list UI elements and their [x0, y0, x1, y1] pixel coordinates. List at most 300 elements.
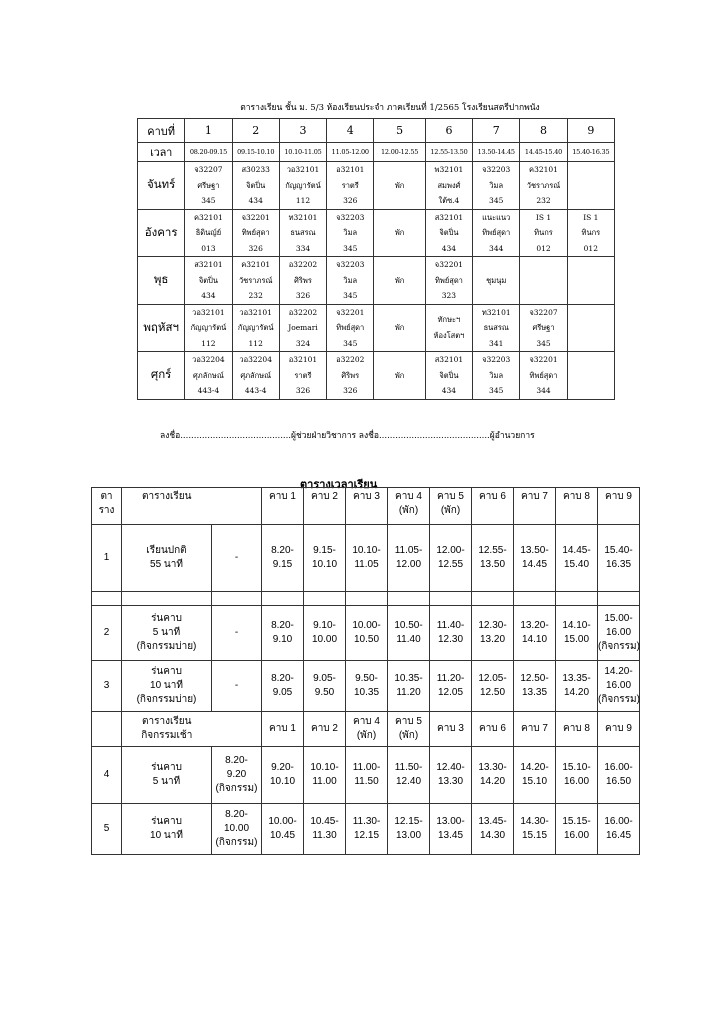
period-header-line: (พัก)	[398, 505, 419, 516]
time-slot-line: 11.00-	[352, 762, 381, 773]
time-slot-line: 14.30	[479, 830, 506, 841]
spacer-row	[92, 592, 640, 606]
class-cell-line: วอ32204	[192, 355, 225, 364]
spacer-cell	[388, 592, 430, 606]
period-header-line: คาบ 3	[437, 723, 464, 734]
row-activity	[212, 606, 262, 661]
period-header	[346, 712, 388, 747]
class-cell-line: 345	[343, 338, 358, 348]
row-label-line: 5 นาที	[152, 627, 181, 638]
time-slot	[262, 661, 304, 712]
class-cell-line: จิตปิ่น	[246, 180, 266, 190]
time-slot-line: 15.40	[563, 559, 590, 570]
time-slot-line: 12.15-	[394, 816, 423, 827]
class-cell-line: Joemari	[288, 323, 318, 332]
class-cell-line: IS 1	[535, 212, 552, 222]
time-slot	[346, 804, 388, 855]
time-slot	[304, 747, 346, 804]
period-header	[262, 712, 304, 747]
time-slot-line: 16.00	[563, 776, 590, 787]
time-slot-line: 12.05	[437, 687, 464, 698]
period-header	[472, 712, 514, 747]
class-cell	[520, 162, 567, 210]
class-cell-line: ราตรี	[294, 370, 312, 380]
period-header	[430, 488, 472, 525]
class-cell	[567, 162, 614, 210]
period-header	[598, 712, 640, 747]
class-cell-line: วอ32101	[192, 307, 225, 317]
spacer-cell	[430, 592, 472, 606]
col-no-header	[92, 712, 122, 747]
class-cell-line: จ32203	[482, 165, 511, 174]
period-number: 7	[473, 119, 520, 143]
row-activity	[212, 661, 262, 712]
class-cell-line: 326	[248, 243, 263, 253]
time-slot	[514, 606, 556, 661]
time-slot	[388, 525, 430, 592]
class-cell-line: วิมล	[489, 370, 504, 380]
class-cell-line: วิมล	[489, 180, 504, 190]
class-cell-line: 232	[248, 291, 263, 300]
time-slot	[472, 804, 514, 855]
time-slot-line: 16.00-	[604, 762, 633, 773]
class-cell	[232, 352, 279, 400]
activity-header	[212, 712, 262, 747]
row-activity-line: 10.00	[223, 823, 250, 834]
class-cell	[279, 162, 326, 210]
time-slot	[346, 661, 388, 712]
class-cell	[185, 209, 232, 257]
row-activity-line: (กิจกรรม)	[215, 837, 258, 848]
timetable-header-row	[92, 488, 640, 525]
time-slot	[598, 525, 640, 592]
row-label	[122, 525, 212, 592]
time-slot-line: 11.40-	[436, 620, 465, 631]
time-slot-line: 15.00	[563, 634, 590, 645]
time-slot-line: 10.45-	[310, 816, 339, 827]
class-cell	[473, 162, 520, 210]
class-cell-line: 324	[295, 338, 311, 348]
time-slot-line: 14.45-	[562, 545, 591, 556]
class-cell-line: 012	[583, 243, 598, 253]
class-cell-line: ทิพย์สุดา	[529, 370, 558, 380]
class-cell-line: 326	[295, 291, 311, 300]
time-slot-line: 10.10	[311, 559, 338, 570]
time-slot-line: 14.30-	[520, 816, 549, 827]
time-slot	[430, 747, 472, 804]
time-slot	[430, 525, 472, 592]
class-cell-line: ทักษะฯ	[437, 315, 461, 325]
period-time: 08.20-09.15	[185, 143, 232, 162]
day-name: พุธ	[138, 257, 185, 305]
class-cell	[567, 304, 614, 352]
day-row	[138, 257, 615, 305]
class-cell-line: ธิดินญ์ย์	[195, 228, 222, 237]
time-slot-line: 14.20	[479, 776, 506, 787]
timetable-row	[92, 525, 640, 592]
time-slot	[304, 804, 346, 855]
class-cell	[520, 304, 567, 352]
col-no-header-line: ตา	[100, 491, 113, 502]
class-cell	[374, 304, 425, 352]
class-cell-line: 434	[441, 243, 457, 253]
class-cell	[425, 162, 472, 210]
time-slot	[556, 804, 598, 855]
period-number: 9	[567, 119, 614, 143]
class-cell-line: อ32101	[336, 165, 365, 174]
class-cell-line: วิมล	[343, 275, 358, 285]
row-label-line: 10 นาที	[150, 680, 183, 691]
row-activity-line: -	[234, 680, 239, 691]
class-cell-line: พัก	[394, 275, 405, 285]
time-slot-line: 14.20	[563, 687, 590, 698]
period-label: คาบที่	[138, 119, 185, 143]
class-cell-line: จิตปิ่น	[439, 370, 459, 380]
time-slot	[304, 661, 346, 712]
class-cell-line: 112	[248, 338, 263, 348]
row-label-line: 55 นาที	[150, 559, 183, 570]
class-cell-line: 326	[343, 196, 358, 205]
class-cell-line: ส30233	[241, 165, 270, 174]
class-cell-line: ห้องโสตฯ	[433, 330, 465, 340]
time-slot-line: 9.15-	[313, 545, 336, 556]
time-slot-line: 11.05-	[394, 545, 423, 556]
class-cell-line: จ32201	[336, 307, 365, 317]
time-slot-line: 10.35-	[394, 673, 423, 684]
class-cell-line: 326	[295, 386, 311, 395]
spacer-cell	[122, 592, 212, 606]
period-header-line: คาบ 1	[269, 491, 296, 502]
class-cell-line	[568, 273, 614, 289]
period-number: 1	[185, 119, 232, 143]
class-cell	[232, 304, 279, 352]
class-cell-line: 323	[441, 291, 457, 300]
period-header	[262, 488, 304, 525]
period-header	[514, 712, 556, 747]
row-number: 2	[92, 606, 122, 661]
spacer-cell	[514, 592, 556, 606]
period-number: 5	[374, 119, 425, 143]
class-cell	[232, 209, 279, 257]
class-cell-line: พัก	[394, 180, 405, 190]
schedule-header-line: กิจกรรมเช้า	[141, 730, 193, 741]
class-cell	[425, 209, 472, 257]
period-header-line: คาบ 2	[311, 723, 338, 734]
class-cell-line: วอ32101	[239, 307, 272, 317]
period-header-line: คาบ 4	[395, 491, 422, 502]
class-cell	[520, 352, 567, 400]
class-cell	[327, 352, 374, 400]
class-cell-line	[568, 320, 614, 336]
time-slot-line: 13.30-	[478, 762, 507, 773]
spacer-cell	[92, 592, 122, 606]
time-slot-line: 10.50	[353, 634, 380, 645]
time-slot-line: 16.50	[605, 776, 632, 787]
class-cell-line: จ32203	[336, 260, 365, 269]
class-cell-line: ศุภลักษณ์	[240, 370, 272, 380]
time-slot	[262, 525, 304, 592]
timetable-header-row-morning	[92, 712, 640, 747]
class-cell-line: ค32101	[241, 260, 271, 269]
period-header-line: คาบ 2	[311, 491, 338, 502]
class-cell-line: 345	[536, 338, 551, 348]
class-cell-line: พัก	[394, 370, 405, 380]
class-cell-line: 345	[489, 196, 504, 205]
class-cell-line: ราตรี	[341, 180, 359, 190]
class-cell-line: วัชราภรณ์	[238, 275, 273, 285]
class-cell	[473, 209, 520, 257]
class-cell-line: จ32207	[529, 307, 558, 317]
row-label-line: ร่นคาบ	[151, 613, 182, 624]
day-name: อังคาร	[138, 209, 185, 257]
class-cell	[425, 257, 472, 305]
class-cell	[425, 352, 472, 400]
row-label	[122, 606, 212, 661]
class-cell-line: ใต้ซ.4	[438, 196, 460, 205]
class-cell	[567, 209, 614, 257]
time-slot-line: 9.10	[272, 634, 293, 645]
time-slot	[430, 661, 472, 712]
time-slot	[514, 661, 556, 712]
class-cell-line: อ32202	[288, 307, 318, 317]
time-slot	[262, 804, 304, 855]
period-header	[304, 488, 346, 525]
time-slot-line: 13.50	[479, 559, 506, 570]
class-cell-line: จ32207	[194, 165, 223, 174]
time-slot	[598, 606, 640, 661]
time-slot-line: 8.20-	[271, 545, 294, 556]
class-cell-line: พัก	[394, 228, 405, 237]
class-cell-line: ศิริพร	[341, 370, 360, 380]
time-slot-line: 10.45	[269, 830, 296, 841]
period-number: 6	[425, 119, 472, 143]
class-cell-line: สมพงศ์	[437, 180, 461, 190]
class-cell-line: 434	[441, 386, 457, 395]
time-slot-line: 9.50	[314, 687, 335, 698]
time-slot-line: 9.50-	[355, 673, 378, 684]
spacer-cell	[472, 592, 514, 606]
class-cell-line: จ32203	[482, 355, 511, 364]
class-cell-line: 434	[201, 291, 216, 300]
time-slot	[430, 804, 472, 855]
period-header-line: คาบ 5	[437, 491, 464, 502]
class-cell-line: วอ32101	[286, 165, 320, 174]
class-cell	[473, 257, 520, 305]
schedule-title: ตารางเรียน ชั้น ม. 5/3 ห้องเรียนประจำ ภาคเรียนที่ 1/2565 โรงเรียนสตรีปากพนัง	[240, 103, 540, 113]
time-slot-line: 16.00-	[604, 816, 633, 827]
class-cell-line: ศุภลักษณ์	[193, 370, 224, 380]
schedule-header	[122, 488, 212, 525]
class-cell-line: ทิพย์สุดา	[434, 275, 463, 285]
time-slot	[514, 747, 556, 804]
time-slot	[514, 525, 556, 592]
time-slot	[262, 606, 304, 661]
class-cell-line: 345	[201, 196, 216, 205]
class-cell	[327, 209, 374, 257]
schedule-header-line: ตารางเรียน	[142, 716, 192, 727]
row-activity	[212, 747, 262, 804]
time-slot-line: 12.30-	[478, 620, 507, 631]
period-time: 15.40-16.35	[567, 143, 614, 162]
row-label-line: ร่นคาบ	[151, 816, 182, 827]
period-header-line: คาบ 4	[353, 716, 380, 727]
time-slot-line: 11.05	[354, 559, 379, 570]
period-header	[388, 488, 430, 525]
class-cell-line: 012	[536, 243, 551, 253]
class-cell	[473, 352, 520, 400]
day-name: พฤหัสฯ	[138, 304, 185, 352]
row-label-line: 5 นาที	[152, 776, 181, 787]
class-cell-line: จ32201	[434, 260, 464, 269]
time-slot	[388, 804, 430, 855]
row-label-line: 10 นาที	[150, 830, 183, 841]
time-slot	[556, 747, 598, 804]
time-slot	[262, 747, 304, 804]
time-slot-line: 10.35	[353, 687, 380, 698]
time-slot-line: 14.10	[521, 634, 548, 645]
timetable-row	[92, 606, 640, 661]
period-number: 2	[232, 119, 279, 143]
time-slot-line: 12.50	[479, 687, 506, 698]
time-slot-line: 13.30	[437, 776, 464, 787]
time-slot-line: 13.20-	[520, 620, 549, 631]
period-time: 09.15-10.10	[232, 143, 279, 162]
row-label	[122, 747, 212, 804]
time-slot-line: 16.45	[605, 830, 632, 841]
class-cell-line: ค32101	[529, 165, 558, 174]
row-label-line: ร่นคาบ	[151, 762, 182, 773]
class-cell-line: วอ32204	[239, 355, 272, 364]
row-label	[122, 661, 212, 712]
class-cell-line: 013	[201, 243, 216, 253]
row-label-line: เรียนปกติ	[146, 545, 187, 556]
class-cell-line: 345	[343, 243, 358, 253]
time-slot-line: 10.10-	[352, 545, 381, 556]
class-cell	[232, 162, 279, 210]
day-row	[138, 352, 615, 400]
class-cell-line: กัญญารัตน์	[285, 180, 321, 190]
col-no-header-line: ราง	[98, 505, 115, 516]
class-cell	[185, 304, 232, 352]
time-slot-line: 13.20	[479, 634, 506, 645]
time-slot	[388, 747, 430, 804]
time-slot-line: 13.35	[521, 687, 548, 698]
class-cell-line: จิตปิ่น	[439, 228, 459, 237]
time-slot-line: 11.20	[396, 687, 421, 698]
class-cell-line: ท32101	[288, 212, 318, 222]
time-slot	[598, 661, 640, 712]
class-cell-line: 443-4	[244, 386, 267, 395]
class-cell	[327, 304, 374, 352]
period-header	[304, 712, 346, 747]
period-header-line: คาบ 8	[563, 723, 590, 734]
class-cell-line: 434	[248, 196, 263, 205]
class-cell-line: 341	[489, 338, 504, 348]
time-slot-line: 14.20-	[604, 666, 633, 677]
time-slot-line: 14.20-	[520, 762, 549, 773]
timetable-title: ตารางเวลาเรียน	[300, 478, 378, 491]
class-cell-line: จ32201	[241, 212, 270, 222]
time-slot	[556, 661, 598, 712]
period-time: 10.10-11.05	[279, 143, 326, 162]
period-header-line: (พัก)	[440, 505, 461, 516]
class-cell	[374, 352, 425, 400]
time-slot-line: 11.40	[396, 634, 421, 645]
time-slot	[598, 747, 640, 804]
class-cell	[232, 257, 279, 305]
period-time: 12.00-12.55	[374, 143, 425, 162]
class-cell-line: ค32101	[193, 212, 223, 222]
time-slot	[472, 661, 514, 712]
class-cell-line: วิมล	[343, 228, 358, 237]
time-slot-line: 15.40-	[604, 545, 633, 556]
class-cell	[473, 304, 520, 352]
period-header-line: คาบ 6	[479, 723, 506, 734]
time-slot	[346, 606, 388, 661]
class-cell-line: วัชราภรณ์	[526, 180, 561, 190]
time-slot-line: 12.00-	[436, 545, 465, 556]
class-cell-line: ส32101	[434, 212, 464, 222]
period-header-line: คาบ 9	[605, 723, 632, 734]
schedule-header	[122, 712, 212, 747]
class-cell	[567, 257, 614, 305]
class-cell-line: ทิพย์สุดา	[336, 323, 365, 332]
time-slot	[556, 606, 598, 661]
period-header-row	[138, 119, 615, 143]
class-cell-line: ทิพย์สุดา	[482, 228, 511, 237]
row-activity-line: 8.20-	[225, 755, 248, 766]
time-slot-line: 10.00-	[352, 620, 381, 631]
activity-header	[212, 488, 262, 525]
day-name: ศุกร์	[138, 352, 185, 400]
class-cell-line: พ32101	[434, 165, 464, 174]
class-cell-line: จ32203	[336, 212, 365, 222]
class-cell	[520, 209, 567, 257]
row-number: 5	[92, 804, 122, 855]
time-slot-line: 16.00	[563, 830, 590, 841]
schedule-header-line: ตารางเรียน	[142, 491, 192, 502]
time-slot-line: 11.20-	[436, 673, 465, 684]
time-slot-line: 13.00-	[436, 816, 465, 827]
period-header-line: คาบ 8	[563, 491, 590, 502]
spacer-cell	[556, 592, 598, 606]
time-slot-line: 12.55	[437, 559, 464, 570]
period-header	[346, 488, 388, 525]
time-slot-line: 10.00	[311, 634, 338, 645]
time-slot-line: 10.10	[269, 776, 296, 787]
class-cell-line: 334	[295, 243, 311, 253]
class-cell-line: 344	[489, 243, 504, 253]
class-cell-line: 232	[536, 196, 551, 205]
period-header-line: คาบ 6	[479, 491, 506, 502]
time-slot-line: 12.40	[395, 776, 422, 787]
class-cell	[185, 162, 232, 210]
class-cell-line: พัก	[394, 323, 405, 332]
class-cell-line: ศิริพร	[294, 275, 312, 285]
class-cell-line: แนะแนว	[482, 212, 511, 222]
time-slot-line: 13.45	[437, 830, 464, 841]
time-row	[138, 143, 615, 162]
class-cell	[185, 257, 232, 305]
class-cell	[327, 162, 374, 210]
signature-line: ลงชื่อ.........................................ผู้ช่วยฝ่ายวิชาการ ลงชื่อ.........................................ผู้อำนวยการ	[160, 431, 535, 441]
timetable-row	[92, 747, 640, 804]
time-slot-line: 9.20-	[271, 762, 294, 773]
time-slot-line: (กิจกรรม)	[598, 641, 640, 652]
time-slot-line: 14.45	[521, 559, 548, 570]
class-cell-line: ธนสรณ	[483, 323, 509, 332]
period-header-line: คาบ 7	[521, 723, 548, 734]
